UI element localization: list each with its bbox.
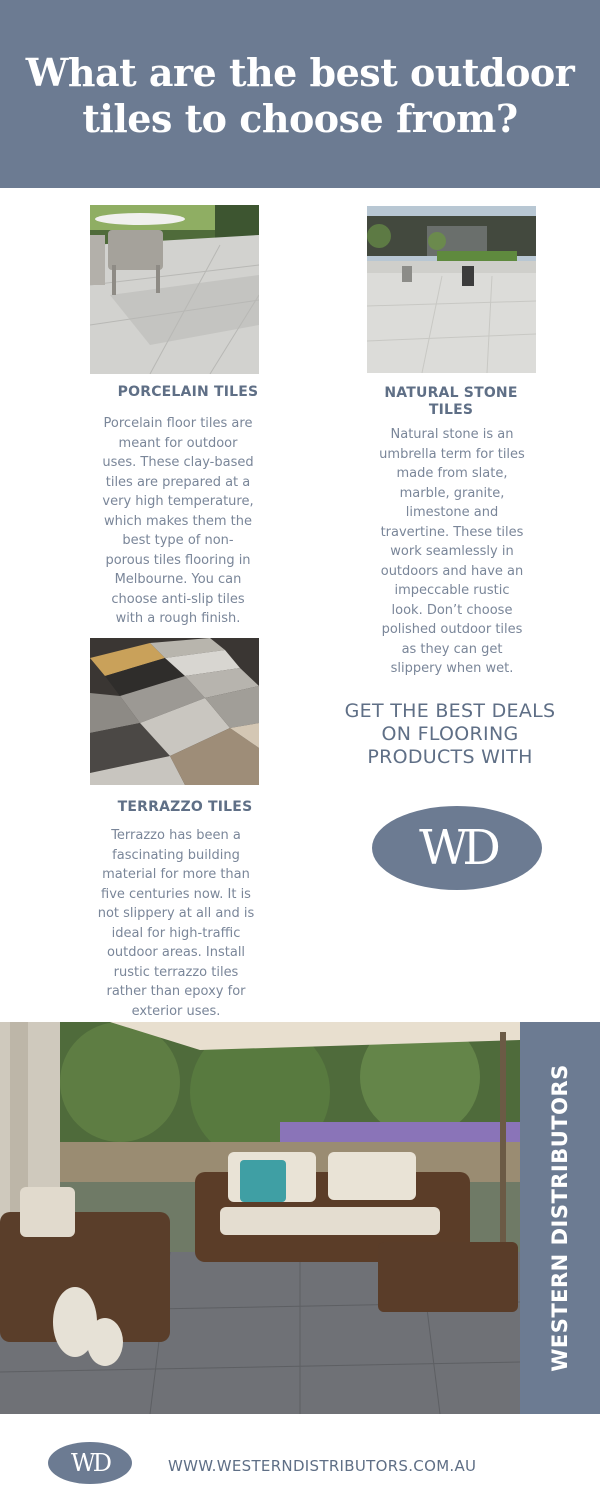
page-title	[0, 50, 600, 142]
header-banner	[0, 0, 600, 188]
natural-stone-desc-line: made from slate,	[396, 466, 508, 481]
natural-stone-desc-line: limestone and	[405, 505, 499, 520]
terrazzo-tiles-photo	[90, 638, 259, 785]
natural-stone-tiles-photo	[367, 206, 536, 373]
porcelain-desc-line: best type of non-	[122, 533, 234, 548]
promo-line: GET THE BEST DEALS	[344, 700, 556, 722]
natural-stone-desc-line: look. Don’t choose	[391, 602, 513, 618]
promo-line: ON FLOORING	[381, 723, 519, 745]
side-banner	[520, 1022, 600, 1414]
porcelain-tiles-description	[80, 414, 276, 629]
porcelain-tiles-title: PORCELAIN TILES	[117, 384, 259, 400]
brand-logo-text: WD	[419, 820, 495, 876]
natural-stone-tiles-description	[352, 425, 552, 679]
natural-stone-desc-line: travertine. These tiles	[380, 524, 524, 540]
porcelain-desc-line: Porcelain floor tiles are	[103, 416, 253, 431]
terrazzo-desc-line: rather than epoxy for	[106, 984, 246, 999]
natural-stone-desc-line: Natural stone is an	[390, 427, 514, 442]
porcelain-desc-line: tiles are prepared at a	[105, 474, 251, 490]
porcelain-desc-line: very high temperature,	[102, 494, 254, 509]
footer-logo-text: WD	[71, 1449, 109, 1477]
terrazzo-desc-line: not slippery at all and is	[97, 906, 255, 921]
natural-stone-tiles-title	[353, 385, 549, 419]
natural-stone-desc-line: as they can get	[401, 641, 503, 657]
porcelain-desc-line: porous tiles flooring in	[105, 552, 251, 568]
porcelain-desc-line: choose anti-slip tiles	[111, 591, 245, 607]
terrazzo-tiles-title: TERRAZZO TILES	[117, 799, 253, 815]
porcelain-desc-line: uses. These clay-based	[102, 455, 254, 470]
natural-stone-desc-line: outdoors and have an	[380, 563, 524, 579]
natural-stone-title-line: NATURAL STONE	[384, 385, 518, 401]
promo-line: PRODUCTS WITH	[367, 746, 533, 768]
page-title-line-2: tiles to choose from?	[82, 96, 518, 141]
terrazzo-desc-line: five centuries now. It is	[101, 886, 251, 902]
porcelain-desc-line: which makes them the	[103, 513, 253, 529]
terrazzo-desc-line: outdoor areas. Install	[106, 945, 246, 960]
natural-stone-title-line: TILES	[428, 402, 474, 418]
natural-stone-desc-line: marble, granite,	[399, 485, 505, 501]
natural-stone-desc-line: polished outdoor tiles	[381, 622, 523, 637]
natural-stone-desc-line: work seamlessly in	[390, 544, 514, 559]
natural-stone-desc-line: slippery when wet.	[390, 661, 514, 676]
terrazzo-desc-line: rustic terrazzo tiles	[113, 964, 239, 980]
side-banner-text: WESTERN DISTRIBUTORS	[548, 1064, 572, 1372]
page-title-line-1: What are the best outdoor	[25, 50, 575, 95]
footer-logo[interactable]	[48, 1442, 132, 1484]
terrazzo-desc-line: material for more than	[102, 867, 250, 882]
terrazzo-desc-line: Terrazzo has been a	[111, 828, 241, 843]
natural-stone-desc-line: impeccable rustic	[394, 583, 510, 598]
porcelain-desc-line: with a rough finish.	[115, 611, 241, 626]
outdoor-patio-photo	[0, 1022, 520, 1414]
website-link[interactable]: WWW.WESTERNDISTRIBUTORS.COM.AU	[168, 1457, 477, 1475]
porcelain-desc-line: meant for outdoor	[118, 435, 238, 451]
terrazzo-tiles-description	[78, 826, 274, 1021]
promo-text	[330, 700, 570, 769]
brand-logo[interactable]	[372, 806, 542, 890]
terrazzo-desc-line: exterior uses.	[131, 1003, 221, 1019]
porcelain-tiles-photo	[90, 205, 259, 374]
terrazzo-desc-line: ideal for high-traffic	[111, 925, 241, 941]
terrazzo-desc-line: fascinating building	[112, 847, 240, 863]
porcelain-desc-line: Melbourne. You can	[114, 572, 242, 587]
natural-stone-desc-line: umbrella term for tiles	[379, 446, 525, 462]
